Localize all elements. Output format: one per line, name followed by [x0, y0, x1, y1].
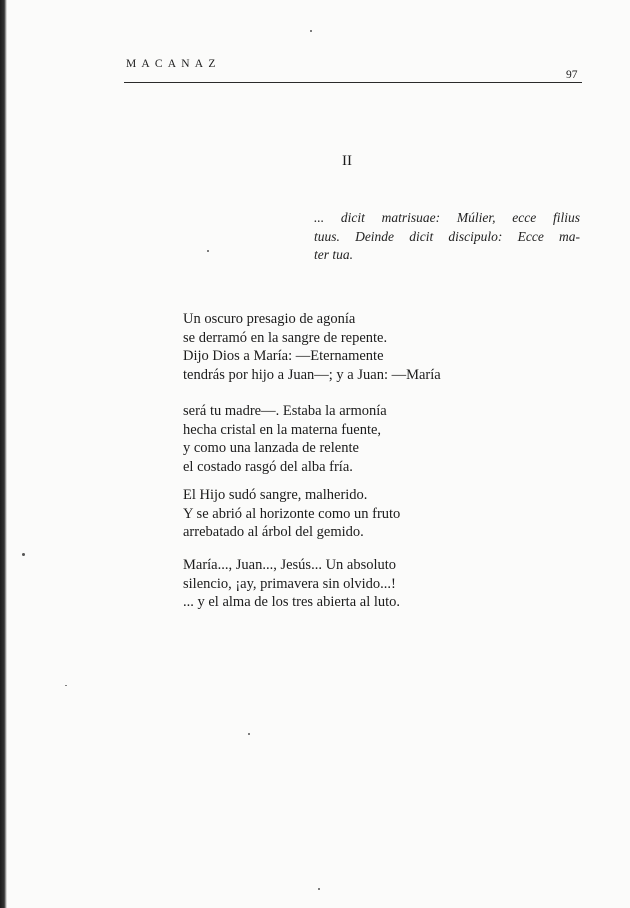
scan-speck [22, 553, 25, 556]
running-head-title: MACANAZ [126, 58, 221, 70]
scan-speck [318, 888, 320, 890]
scan-speck [207, 250, 209, 252]
scan-speck [65, 685, 67, 686]
poem-line: tendrás por hijo a Juan—; y a Juan: —María [183, 366, 441, 383]
poem-stanza-2 [183, 402, 387, 476]
poem-line: hecha cristal en la materna fuente, [183, 421, 382, 438]
scan-speck [310, 30, 312, 32]
poem-line: Dijo Dios a María: —Eternamente [183, 348, 384, 365]
epigraph-line: ter tua. [314, 247, 353, 262]
poem-line: María..., Juan..., Jesús... Un absoluto [183, 557, 397, 573]
page-number: 97 [566, 69, 578, 81]
poem-line: se derramó en la sangre de repente. [183, 329, 388, 346]
poem-line: el costado rasgó del alba fría. [183, 458, 353, 475]
poem-line: silencio, ¡ay, primavera sin olvido...! [183, 575, 396, 592]
poem-stanza-4 [183, 556, 400, 612]
poem-stanza-1 [183, 310, 441, 384]
poem-line: ... y el alma de los tres abierta al luto. [183, 594, 401, 611]
header-rule [124, 82, 582, 83]
poem-line: será tu madre—. Estaba la armonía [183, 403, 387, 419]
epigraph-line: tuus. Deinde dicit discipulo: Ecce ma- [314, 228, 580, 244]
poem-line: arrebatado al árbol del gemido. [183, 524, 364, 541]
poem-line: El Hijo sudó sangre, malherido. [183, 487, 368, 503]
poem-line: Un oscuro presagio de agonía [183, 311, 356, 327]
poem-line: Y se abrió al horizonte como un fruto [183, 505, 401, 522]
scan-speck [248, 733, 250, 735]
page-spine-edge [0, 0, 7, 908]
poem-line: y como una lanzada de relente [183, 440, 359, 457]
epigraph [314, 209, 580, 265]
epigraph-line: ... dicit matrisuae: Múlier, ecce filius [314, 210, 580, 225]
section-number: II [342, 153, 352, 169]
poem-stanza-3 [183, 486, 400, 542]
